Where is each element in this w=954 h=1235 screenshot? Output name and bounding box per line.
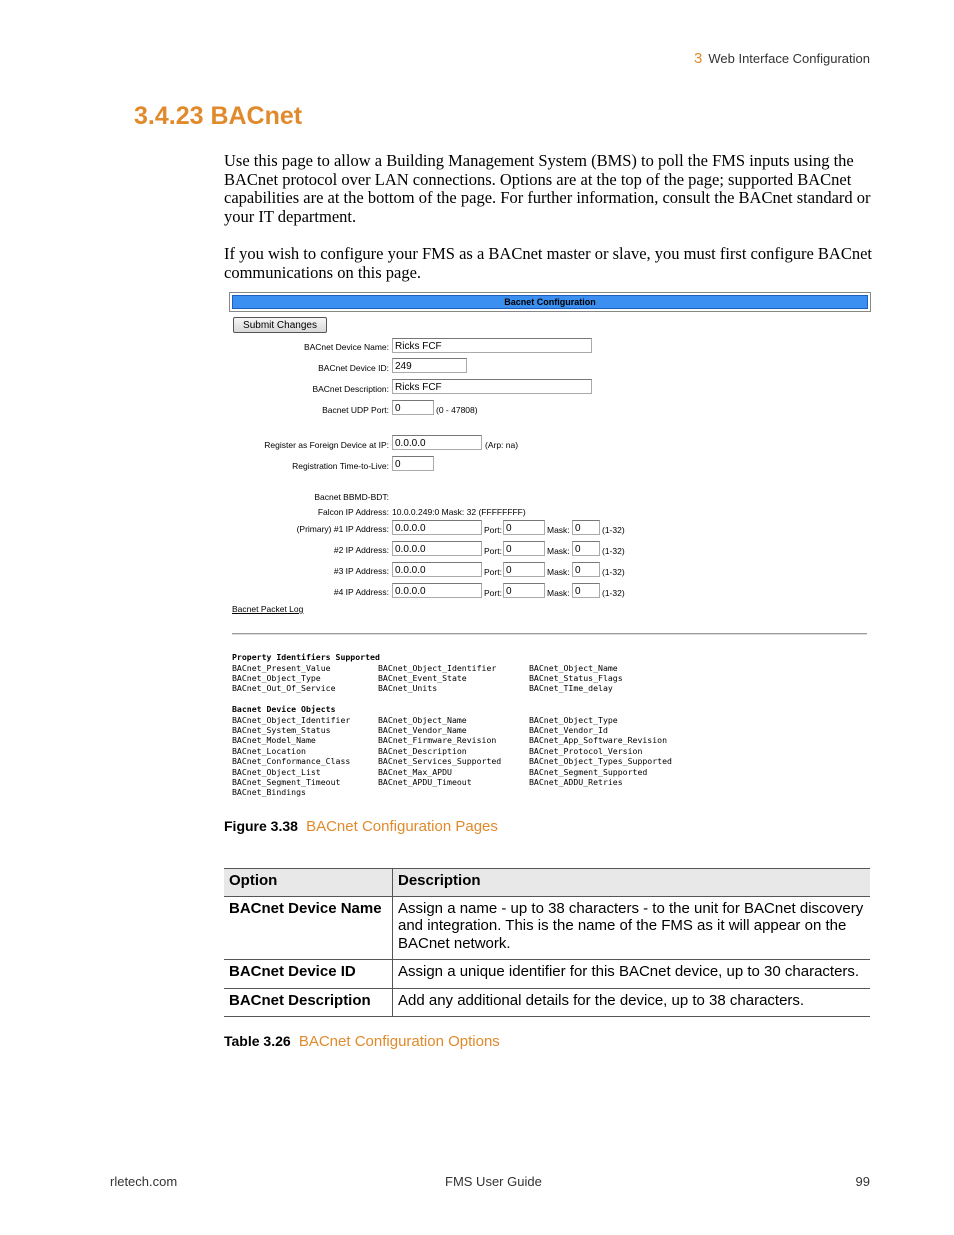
- table-row: [224, 988, 870, 1017]
- intro-paragraph: Use this page to allow a Building Management System (BMS) to poll the FMS inputs using the BACnet protocol over LAN connections. Options are at the top of the page; supported BACnet capabilities are at the bottom of the page. For further information, consult the BACnet standard or your IT department.: [224, 151, 871, 227]
- table-row: [224, 960, 870, 989]
- figure-number: Figure 3.38: [224, 818, 298, 834]
- figure-divider: [232, 633, 867, 635]
- ip4-port-field[interactable]: 0: [503, 583, 545, 598]
- description-label: BACnet Description:: [312, 384, 389, 394]
- device-id-label: BACnet Device ID:: [318, 363, 389, 373]
- config-note-paragraph: If you wish to configure your FMS as a BACnet master or slave, you must first configure BACnet communications on this page.: [224, 244, 872, 282]
- ip2-field[interactable]: 0.0.0.0: [392, 541, 482, 556]
- ip3-port-label: Port:: [484, 567, 502, 577]
- ip3-field[interactable]: 0.0.0.0: [392, 562, 482, 577]
- property-item: BACnet_Object_Name: [529, 662, 618, 673]
- arp-note: (Arp: na): [485, 440, 519, 450]
- property-heading: Property Identifiers Supported: [232, 652, 380, 662]
- falcon-ip-value: 10.0.0.249:0 Mask: 32 (FFFFFFFF): [392, 507, 526, 517]
- property-item: BACnet_APDU_Timeout: [378, 776, 472, 787]
- ip2-port-label: Port:: [484, 546, 502, 556]
- device-name-label: BACnet Device Name:: [303, 342, 389, 352]
- footer-page-number: 99: [855, 1174, 870, 1189]
- ip2-mask-label: Mask:: [547, 546, 570, 556]
- ip1-label: (Primary) #1 IP Address:: [296, 524, 389, 534]
- ip2-range: (1-32): [602, 546, 625, 556]
- ip3-label: #3 IP Address:: [333, 566, 389, 576]
- description-cell: Assign a unique identifier for this BACnet device, up to 30 characters.: [393, 960, 871, 989]
- property-item: BACnet_App_Software_Revision: [529, 735, 668, 746]
- udp-port-range: (0 - 47808): [436, 405, 478, 415]
- options-table: [224, 868, 870, 1017]
- property-item: BACnet_Status_Flags: [529, 672, 623, 683]
- ip3-mask-field[interactable]: 0: [572, 562, 600, 577]
- ip4-field[interactable]: 0.0.0.0: [392, 583, 482, 598]
- ip2-port-field[interactable]: 0: [503, 541, 545, 556]
- table-header-row: [224, 869, 870, 897]
- ip1-mask-field[interactable]: 0: [572, 520, 600, 535]
- property-item: BACnet_System_Status: [232, 724, 331, 735]
- ip4-range: (1-32): [602, 588, 625, 598]
- property-item: BACnet_Conformance_Class: [232, 756, 351, 767]
- bbmd-label: Bacnet BBMD-BDT:: [314, 492, 389, 502]
- figure-title: BACnet Configuration Pages: [306, 818, 498, 835]
- packet-log-link[interactable]: Bacnet Packet Log: [232, 604, 304, 614]
- ip3-range: (1-32): [602, 567, 625, 577]
- ip2-mask-field[interactable]: 0: [572, 541, 600, 556]
- property-item: BACnet_Max_APDU: [378, 766, 452, 777]
- ttl-field[interactable]: 0: [392, 456, 434, 471]
- ip4-mask-field[interactable]: 0: [572, 583, 600, 598]
- ip1-mask-label: Mask:: [547, 525, 570, 535]
- config-header-bar: [229, 292, 871, 312]
- option-header: Option: [224, 869, 393, 897]
- property-item: BACnet_Object_Name: [378, 714, 467, 725]
- ip1-port-field[interactable]: 0: [503, 520, 545, 535]
- section-title: 3.4.23 BACnet: [134, 102, 303, 130]
- property-item: BACnet_Services_Supported: [378, 756, 502, 767]
- property-item: BACnet_Vendor_Id: [529, 724, 608, 735]
- foreign-device-ip-field[interactable]: 0.0.0.0: [392, 435, 482, 450]
- option-cell: BACnet Description: [224, 988, 393, 1017]
- device-objects-heading: Bacnet Device Objects: [232, 704, 336, 714]
- description-field[interactable]: Ricks FCF: [392, 379, 592, 394]
- device-name-field[interactable]: Ricks FCF: [392, 338, 592, 353]
- property-item: BACnet_Segment_Timeout: [232, 776, 341, 787]
- property-item: BACnet_Protocol_Version: [529, 745, 643, 756]
- property-item: BACnet_Object_Types_Supported: [529, 756, 672, 767]
- footer-website: rletech.com: [110, 1174, 178, 1189]
- property-item: BACnet_Object_List: [232, 766, 321, 777]
- device-id-field[interactable]: 249: [392, 358, 467, 373]
- property-item: BACnet_Object_Type: [232, 672, 321, 683]
- property-item: BACnet_Object_Identifier: [378, 662, 497, 673]
- property-item: BACnet_Description: [378, 745, 467, 756]
- udp-port-field[interactable]: 0: [392, 400, 434, 415]
- property-item: BACnet_Out_Of_Service: [232, 683, 336, 694]
- property-item: BACnet_Object_Identifier: [232, 714, 351, 725]
- footer-guide-title: FMS User Guide: [445, 1174, 542, 1189]
- description-cell: Assign a name - up to 38 characters - to the unit for BACnet discovery and integration. This is the name of the FMS as it will appear on the BACnet network.: [393, 896, 871, 960]
- ip3-port-field[interactable]: 0: [503, 562, 545, 577]
- foreign-device-label: Register as Foreign Device at IP:: [264, 440, 389, 450]
- ip3-mask-label: Mask:: [547, 567, 570, 577]
- property-item: BACnet_Present_Value: [232, 662, 331, 673]
- submit-changes-button[interactable]: Submit Changes: [233, 317, 327, 333]
- property-item: BACnet_Event_State: [378, 672, 467, 683]
- ip1-field[interactable]: 0.0.0.0: [392, 520, 482, 535]
- table-title: BACnet Configuration Options: [298, 1033, 500, 1050]
- option-cell: BACnet Device Name: [224, 896, 393, 960]
- table-number: Table 3.26: [224, 1033, 291, 1049]
- table-row: [224, 896, 870, 960]
- property-item: BACnet_Units: [378, 683, 438, 694]
- property-item: BACnet_Segment_Supported: [529, 766, 648, 777]
- bacnet-config-screenshot: [229, 292, 871, 802]
- figure-caption: [224, 818, 498, 835]
- ip4-label: #4 IP Address:: [333, 587, 389, 597]
- running-header: [694, 50, 870, 67]
- udp-port-label: Bacnet UDP Port:: [322, 405, 389, 415]
- option-cell: BACnet Device ID: [224, 960, 393, 989]
- falcon-ip-label: Falcon IP Address:: [317, 507, 389, 517]
- chapter-number: 3: [694, 50, 703, 67]
- ip1-range: (1-32): [602, 525, 625, 535]
- ip4-port-label: Port:: [484, 588, 502, 598]
- table-caption: [224, 1033, 500, 1050]
- property-item: BACnet_Firmware_Revision: [378, 735, 497, 746]
- chapter-title: Web Interface Configuration: [708, 51, 870, 66]
- config-header-title: Bacnet Configuration: [232, 295, 868, 309]
- property-item: BACnet_Vendor_Name: [378, 724, 467, 735]
- description-cell: Add any additional details for the device, up to 38 characters.: [393, 988, 871, 1017]
- ip2-label: #2 IP Address:: [333, 545, 389, 555]
- property-item: BACnet_Bindings: [232, 787, 306, 798]
- property-item: BACnet_TIme_delay: [529, 683, 613, 694]
- property-item: BACnet_Object_Type: [529, 714, 618, 725]
- description-header: Description: [393, 869, 871, 897]
- property-item: BACnet_Location: [232, 745, 306, 756]
- property-item: BACnet_Model_Name: [232, 735, 316, 746]
- ip4-mask-label: Mask:: [547, 588, 570, 598]
- property-item: BACnet_ADDU_Retries: [529, 776, 623, 787]
- ip1-port-label: Port:: [484, 525, 502, 535]
- ttl-label: Registration Time-to-Live:: [292, 461, 389, 471]
